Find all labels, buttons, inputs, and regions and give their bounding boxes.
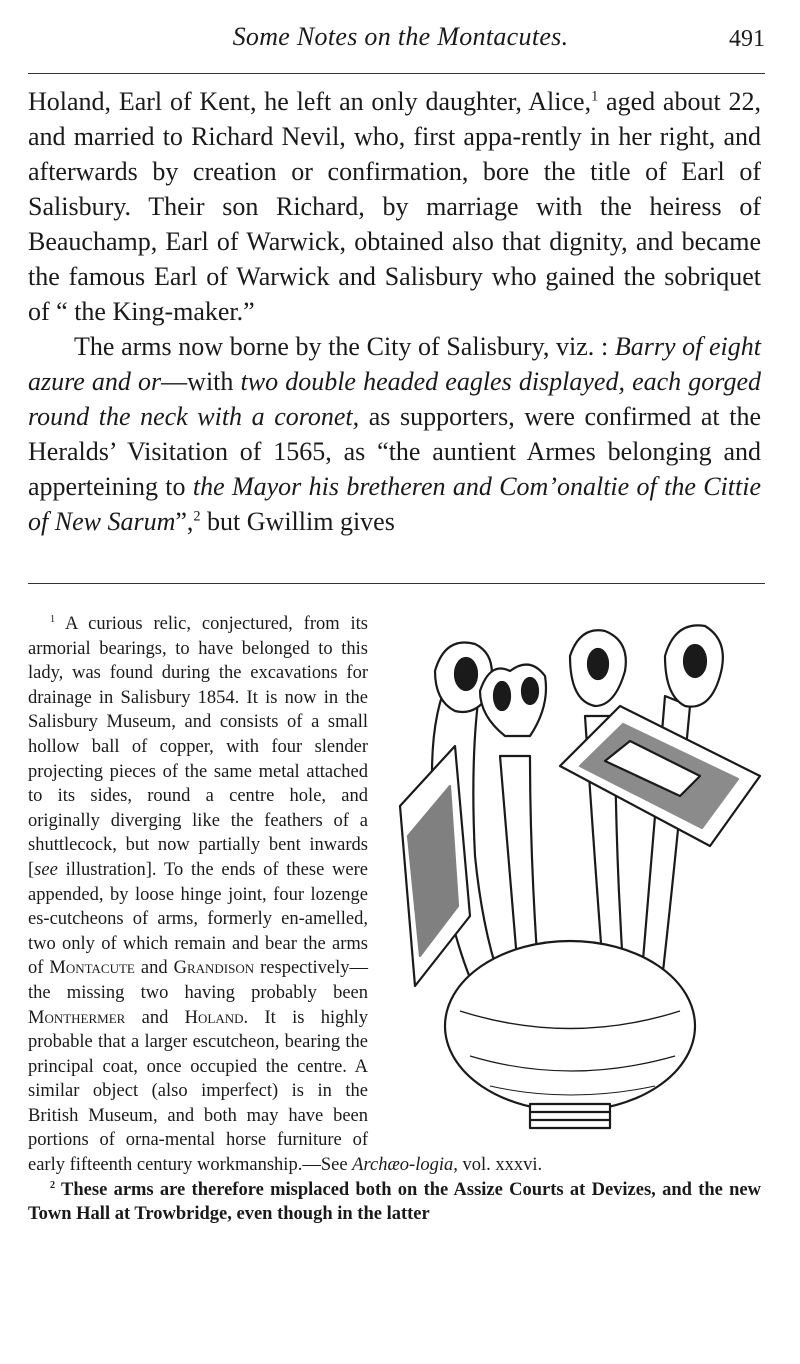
relic-drawing <box>380 616 761 1131</box>
footnote-ref-1: 1 <box>591 88 599 105</box>
body-text <box>28 84 761 539</box>
header-rule <box>28 73 765 74</box>
footnotes <box>28 612 761 1227</box>
page-number: 491 <box>729 26 765 52</box>
footnote-1 <box>28 612 761 1178</box>
footnote-ref-2: 2 <box>193 508 201 525</box>
footnote-1-text: $^1$ A curious relic, conjectured, from its armorial bearings, to have belonged to this lady, was found during the excavations for drainage in Salisbury 1854. It is now in the Salisbury Museum, and consists of a small hollow ball of copper, with four slender projecting pieces of the same metal attached to its sides, round a centre hole, and originally diverging like the feathers of a shuttlecock, but now partially bent inwards [see illustration]. To the ends of these were appended, by loose hinge joint, four lozenge es-cutcheons of arms, formerly en-amelled, two only of which remain and bear the arms of Montacute and Grandison respectively—the missing two having probably been Monthermer and Holand. It is highly probable that a larger escutcheon, bearing the principal coat, once occupied the centre. A similar object (also imperfect) is in the British Museum, and both may have been portions of orna-mental horse furniture of early fifteenth century workmanship.—See Archæo-logia, vol. xxxvi. <box>28 613 543 1176</box>
footnote-rule <box>28 583 765 584</box>
footnote-marker-1: 1 <box>50 613 56 625</box>
relic-illustration <box>380 616 761 1131</box>
paragraph-1: Holand, Earl of Kent, he left an only daughter, Alice,$^1$ aged about 22, and married to Richard Nevil, who, first appa-rently in her right, and afterwards by creation or confirmation, bore the title of Earl of Salisbury. Their son Richard, by marriage with the heiress of Beauchamp, Earl of Warwick, obtained also that dignity, and became the famous Earl of Warwick and Salisbury who gained the sobriquet of “ the King-maker.” <box>28 87 762 326</box>
paragraph-2: The arms now borne by the City of Salisbury, viz. : Barry of eight azure and or—with two double headed eagles displayed, each gorged round the neck with a coronet, as supporters, were confirmed at the Heralds’ Visitation of 1565, as “the auntient Armes belonging and apperteining to the Mayor his bretheren and Com’onaltie of the Cittie of New Sarum”,$^2$ but Gwillim gives <box>28 332 761 536</box>
footnote-2-text: $^2$ These arms are therefore misplaced both on the Assize Courts at Devizes, and the new Town Hall at Trowbridge, even though in the latter <box>28 1179 761 1225</box>
page-header <box>28 18 773 58</box>
footnote-marker-2: 2 <box>50 1179 56 1191</box>
running-title: Some Notes on the Montacutes. <box>232 22 569 51</box>
